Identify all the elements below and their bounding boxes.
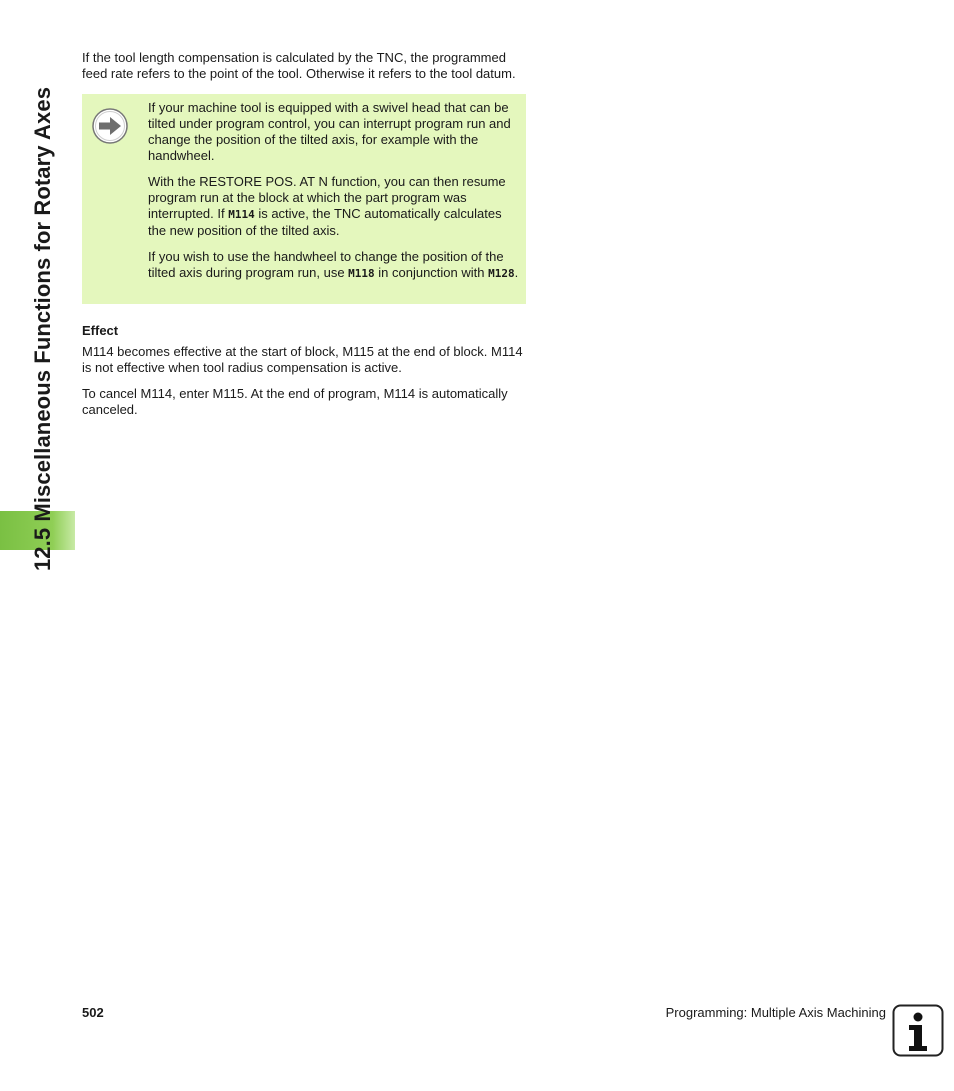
note-paragraph-2 xyxy=(148,174,520,239)
intro-paragraph: If the tool length compensation is calculated by the TNC, the programmed feed rate refers to the point of the tool. Otherwise it refers to the tool datum. xyxy=(82,50,516,81)
section-title-text: 12.5 Miscellaneous Functions for Rotary Axes xyxy=(30,86,55,572)
code-m118: M118 xyxy=(348,267,375,280)
effect-heading: Effect xyxy=(82,323,119,338)
note-text xyxy=(148,100,520,292)
section-title-vertical xyxy=(18,53,68,605)
info-icon[interactable] xyxy=(892,1004,944,1057)
arrow-right-icon xyxy=(91,107,129,145)
page-number: 502 xyxy=(82,1005,104,1020)
note-p3-text-c: . xyxy=(514,265,519,280)
code-m114: M114 xyxy=(228,208,255,221)
note-p2-text-b: is active, the TNC automatically calculates the new position of the tilted axis. xyxy=(148,206,502,238)
note-paragraph-1: If your machine tool is equipped with a swivel head that can be tilted under program control, you can interrupt program run and change the position of the tilted axis, for example with the handwheel. xyxy=(148,100,511,163)
note-p3-text-b: in conjunction with xyxy=(374,265,489,280)
main-content xyxy=(82,50,528,428)
code-m128: M128 xyxy=(488,267,515,280)
note-paragraph-3 xyxy=(148,249,520,282)
note-p3-text-a: If you wish to use the handwheel to change the position of the tilted axis during program run, use xyxy=(148,249,504,280)
chapter-title: Programming: Multiple Axis Machining xyxy=(665,1005,886,1020)
effect-paragraph-2: To cancel M114, enter M115. At the end of program, M114 is automatically canceled. xyxy=(82,386,508,417)
effect-paragraph-1: M114 becomes effective at the start of block, M115 at the end of block. M114 is not effective when tool radius compensation is active. xyxy=(82,344,523,375)
note-p2-text-a: With the RESTORE POS. AT N function, you can then resume program run at the block at which the part program was interrupted. If xyxy=(148,174,506,221)
note-box xyxy=(82,94,526,304)
